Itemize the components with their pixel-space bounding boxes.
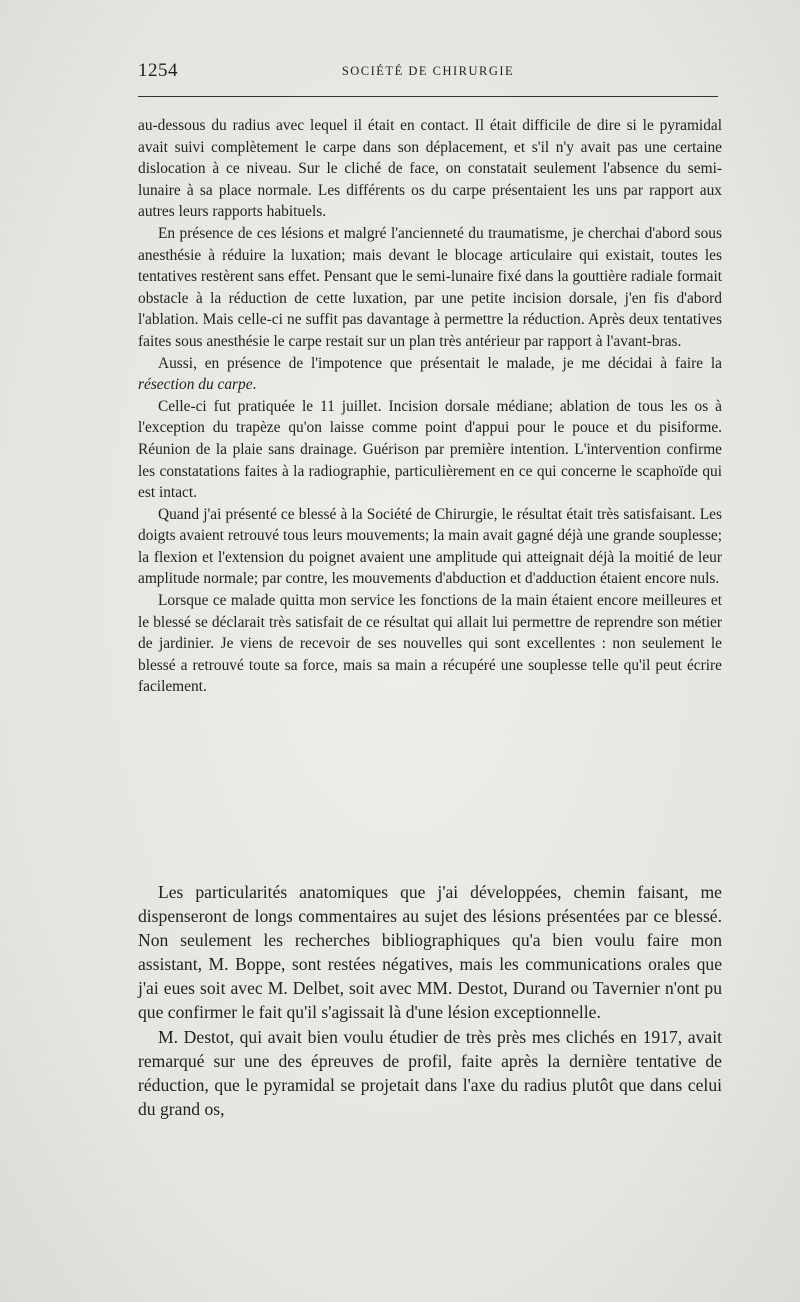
paragraph-5: Quand j'ai présenté ce blessé à la Société de Chirurgie, le résultat était très satisfaisant. Les doigts avaient retrouvé tous leurs mouvements; la main avait gagné déjà une grande souplesse; la flexion et l'extension du poignet avaient une amplitude qui atteignait déjà la moitié de leur amplitude normale; par contre, les mouvements d'abduction et d'adduction étaient encore nuls.	[138, 505, 722, 588]
section-small-text	[138, 115, 722, 698]
paragraph-6: Lorsque ce malade quitta mon service les fonctions de la main étaient encore meilleures et le blessé se déclarait très satisfait de ce résultat qui allait lui permettre de reprendre son métier de jardinier. Je viens de recevoir de ses nouvelles qui sont excellentes : non seulement le blessé a retrouvé toute sa force, mais sa main a récupéré une souplesse telle qu'il peut écrire facilement.	[138, 592, 722, 696]
paragraph-3-text: Aussi, en présence de l'impotence que présentait le malade, je me décidai à faire la	[158, 354, 722, 372]
paragraph-4: Celle-ci fut pratiquée le 11 juillet. Incision dorsale médiane; ablation de tous les os à l'exception du trapèze qu'on laisse comme point d'appui pour le pouce et du pisiforme. Réunion de la plaie sans drainage. Guérison par première intention. L'intervention confirme les constatations faites à la radiographie, particulièrement en ce qui concerne le scaphoïde qui est intact.	[138, 397, 722, 502]
paragraph-7: Les particularités anatomiques que j'ai développées, chemin faisant, me dispenseront de longs commentaires au sujet des lésions présentées par ce blessé. Non seulement les recherches bibliographiques qu'a bien voulu faire mon assistant, M. Boppe, sont restées négatives, mais les communications orales que j'ai eues soit avec M. Delbet, soit avec MM. Destot, Durand ou Tavernier n'ont pu que confirmer le fait qu'il s'agissait là d'une lésion exceptionnelle.	[138, 882, 722, 1023]
header-rule	[138, 96, 718, 97]
paragraph-8: M. Destot, qui avait bien voulu étudier de très près mes clichés en 1917, avait remarqué sur une des épreuves de profil, faite après la dernière tentative de réduction, que le pyramidal se projetait dans l'axe du radius plutôt que dans celui du grand os,	[138, 1026, 722, 1119]
page-number: 1254	[138, 60, 178, 81]
page-header	[138, 58, 718, 88]
paragraph-1: au-dessous du radius avec lequel il était en contact. Il était difficile de dire si le pyramidal avait suivi complètement le carpe dans son déplacement, et s'il n'y avait pas une certaine dislocation à ce niveau. Sur le cliché de face, on constatait seulement l'absence du semi-lunaire à sa place normale. Les différents os du carpe présentaient les uns par rapport aux autres leurs rapports habituels.	[138, 117, 722, 221]
paragraph-2: En présence de ces lésions et malgré l'ancienneté du traumatisme, je cherchai d'abord sous anesthésie à réduire la luxation; mais devant le blocage articulaire qui existait, toutes les tentatives restèrent sans effet. Pensant que le semi-lunaire fixé dans la gouttière radiale formait obstacle à la réduction de cette luxation, par une petite incision dorsale, j'en fis d'abord l'ablation. Mais celle-ci ne suffit pas davantage à permettre la réduction. Après deux tentatives faites sous anesthésie le carpe restait sur un plan très antérieur par rapport à l'avant-bras.	[138, 224, 722, 350]
section-large-text	[138, 880, 722, 1121]
paragraph-3-end: .	[252, 376, 257, 394]
paragraph-3-italic: résection du carpe	[138, 376, 253, 394]
running-title: SOCIÉTÉ DE CHIRURGIE	[341, 64, 515, 78]
paragraph-3	[138, 353, 722, 396]
